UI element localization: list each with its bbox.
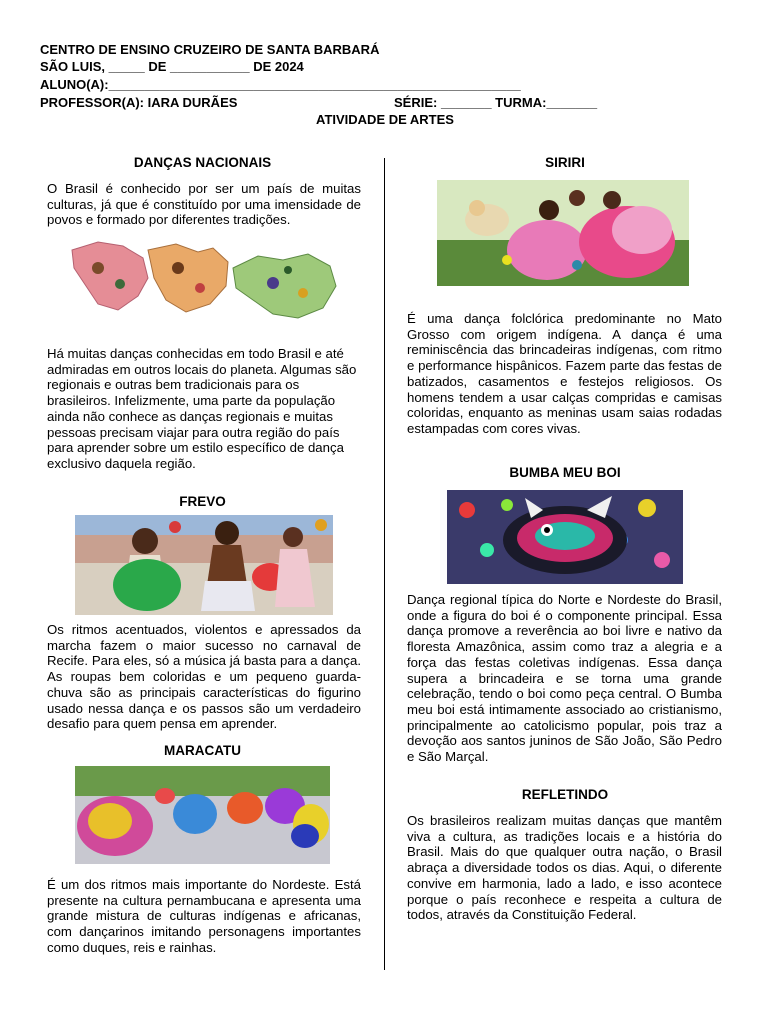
teacher-line: PROFESSOR(A): IARA DURÃES [40, 95, 238, 110]
section-title-frevo: FREVO [179, 494, 226, 509]
maracatu-dancers-image [75, 766, 330, 864]
refletindo-body: Os brasileiros realizam muitas danças que mantêm viva a cultura, as tradições locais e a história do Brasil. Mais do que qualquer outra nação, o Brasil abraça a diversidade todos os dias. Aqui, o diferente convive em harmonia, lado a lado, e isso acontece porque o país reconhece e respeita a cultura de todos, através da Constituição Federal. [407, 813, 722, 923]
section-title-refletindo: REFLETINDO [521, 787, 609, 802]
date-line: SÃO LUIS, _____ DE ___________ DE 2024 [40, 59, 304, 74]
student-line: ALUNO(A):_________________________________________________________ [40, 77, 521, 92]
brazil-regions-map-image [68, 238, 340, 338]
section-title-maracatu: MARACATU [164, 743, 241, 758]
section-title-siriri: SIRIRI [545, 155, 585, 170]
column-divider [384, 158, 385, 970]
maracatu-body: É um dos ritmos mais importante do Nordeste. Está presente na cultura pernambucana e apresenta uma grande mistura de culturas indígenas e africanas, com dançarinos imitando personagens importantes como duques, reis e rainhas. [47, 877, 361, 955]
activity-title: ATIVIDADE DE ARTES [316, 112, 454, 127]
frevo-dancers-image [75, 515, 333, 615]
nacionais-body: Há muitas danças conhecidas em todo Brasil e até admiradas em outros locais do planeta. Algumas são regionais e outras bem tradicionais para os brasileiros. Infelizmente, uma parte da população ainda não conhece as danças regionais e muitas pessoas precisam viajar para outra região do país para aprender sobre um estilo específico de dança exclusivo daquela região. [47, 346, 357, 471]
bumba-meu-boi-image [447, 490, 683, 584]
section-title-bumba: BUMBA MEU BOI [509, 465, 621, 480]
school-name: CENTRO DE ENSINO CRUZEIRO DE SANTA BARBARÁ [40, 42, 380, 57]
siriri-body: É uma dança folclórica predominante no Mato Grosso com origem indígena. A dança é uma reminiscência das brincadeiras indígenas, com ritmo e performance hispânicos. Fazem parte das festas de batizados, casamentos e festejos religiosos. Os homens tendem a usar calças compridas e camisas coloridas, enquanto as meninas usam saias rodadas estampadas com cores vivas. [407, 311, 722, 436]
bumba-body: Dança regional típica do Norte e Nordeste do Brasil, onde a figura do boi é o componente principal. Essa dança promove a reverência ao boi livre e nativo da floresta Amazônica, assim como traz a alegria e a força das festas coletivas indígenas. Essa dança supera a brincadeira e se torna uma grande celebração, tendo o boi como peça central. O Bumba meu boi está intimamente associado ao cristianismo, principalmente ao catolicismo popular, pois traz a devoção aos santos juninos de São João, São Pedro e São Marçal. [407, 592, 722, 765]
siriri-dancers-image [437, 180, 689, 286]
class-line: SÉRIE: _______ TURMA:_______ [394, 95, 598, 110]
frevo-body: Os ritmos acentuados, violentos e apressados da marcha fazem o maior sucesso no carnaval de Recife. Para eles, só a música já basta para a dança. As roupas bem coloridas e um pequeno guarda-chuva são as principais características do figurino usado nessa dança e os passos são um verdadeiro desafio para quem pensa em aprender. [47, 622, 361, 732]
nacionais-intro: O Brasil é conhecido por ser um país de muitas culturas, já que é constituído por uma imensidade de povos e formado por diferentes tradições. [47, 181, 361, 228]
section-title-nacionais: DANÇAS NACIONAIS [133, 155, 272, 170]
